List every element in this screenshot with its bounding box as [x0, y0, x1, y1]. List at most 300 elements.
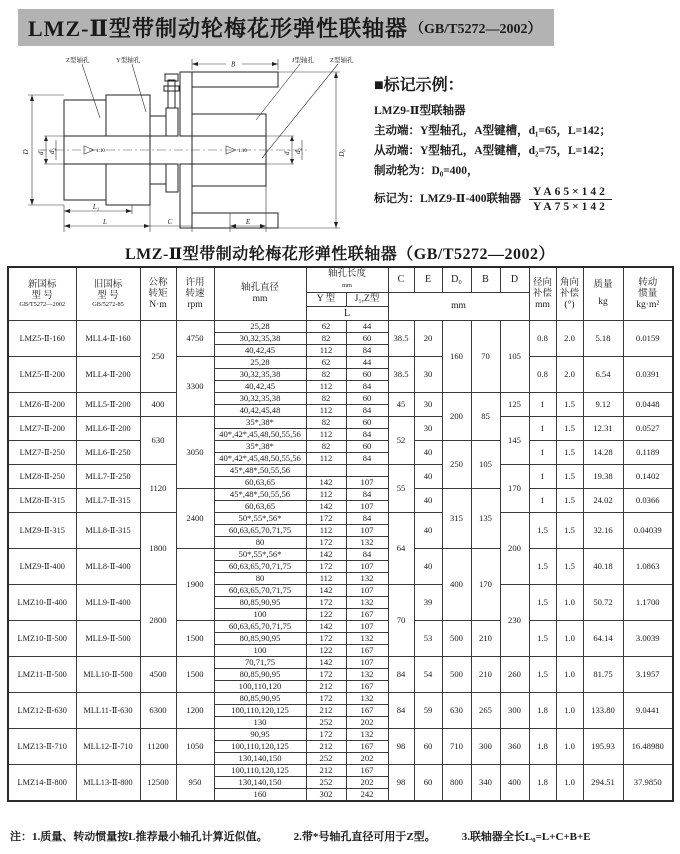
standard-number: （GB/T5272—2002） — [409, 21, 542, 37]
technical-drawing — [4, 54, 360, 236]
cell-bore: 30,32,35,38 — [214, 333, 306, 345]
cell-d: 360 — [500, 729, 529, 765]
table-row — [8, 585, 673, 597]
cell-leny: 112 — [306, 381, 346, 393]
cell-lenjz: 202 — [346, 753, 388, 765]
header-angular-comp: 角向 补偿 (°) — [556, 267, 583, 321]
cell-d0: 400 — [442, 549, 471, 621]
cell-mass: 50.72 — [583, 585, 623, 621]
cell-mass: 64.14 — [583, 621, 623, 657]
cell-bore: 50*,55*,56* — [214, 549, 306, 561]
cell-bore: 45*,48*,50,55,56 — [214, 489, 306, 501]
cell-angular: 1.0 — [556, 729, 583, 765]
cell-inertia: 16.48980 — [623, 729, 673, 765]
cell-mass: 81.75 — [583, 657, 623, 693]
dim-label-d1-right: d₁ — [283, 149, 291, 155]
cell-leny — [306, 465, 346, 477]
cell-inertia: 0.04039 — [623, 513, 673, 549]
marking-line: LMZ9-Ⅱ型联轴器 — [374, 105, 466, 117]
table-row — [8, 357, 673, 369]
cell-c: 38.5 — [388, 321, 414, 357]
cell-leny: 112 — [306, 405, 346, 417]
cell-new: LMZ8-Ⅱ-315 — [8, 489, 76, 513]
cell-inertia: 3.1957 — [623, 657, 673, 693]
marking-fraction — [529, 186, 612, 213]
header-mass: 质量 kg — [583, 267, 623, 321]
cell-bore: 40,42,45 — [214, 381, 306, 393]
cell-leny: 172 — [306, 729, 346, 741]
table-row — [8, 729, 673, 741]
cell-b: 340 — [471, 765, 500, 802]
leader-label-y-left: Y型轴孔 — [116, 57, 141, 64]
cell-e: 59 — [414, 693, 442, 729]
cell-lenjz: 167 — [346, 645, 388, 657]
cell-lenjz: 107 — [346, 621, 388, 633]
cell-bore: 60,63,65 — [214, 477, 306, 489]
cell-radial: 1.8 — [529, 729, 556, 765]
cell-rpm: 1500 — [176, 657, 214, 693]
cell-inertia: 0.0391 — [623, 357, 673, 393]
header-bore-diameter: 轴孔直径 mm — [214, 267, 306, 321]
cell-radial: 1 — [529, 441, 556, 465]
leader-label-j-right: J型轴孔 — [292, 57, 315, 64]
cell-new: LMZ14-Ⅱ-800 — [8, 765, 76, 802]
cell-b: 85 — [471, 393, 500, 441]
title-banner — [18, 9, 554, 46]
cell-leny: 142 — [306, 549, 346, 561]
cell-old: MLL10-Ⅱ-500 — [76, 657, 140, 693]
cell-angular: 1.5 — [556, 489, 583, 513]
cell-mass: 24.02 — [583, 489, 623, 513]
cell-leny: 142 — [306, 477, 346, 489]
cell-radial: 1.8 — [529, 693, 556, 729]
cell-c: 52 — [388, 417, 414, 465]
cell-lenjz: 132 — [346, 669, 388, 681]
cell-angular: 1.5 — [556, 417, 583, 441]
cell-rpm: 1050 — [176, 729, 214, 765]
cell-bore: 100 — [214, 609, 306, 621]
header-L: L — [306, 306, 388, 321]
cell-radial: 1.5 — [529, 585, 556, 621]
cell-angular: 2.0 — [556, 357, 583, 393]
cell-leny: 122 — [306, 609, 346, 621]
cell-mass: 14.28 — [583, 441, 623, 465]
cell-lenjz: 44 — [346, 357, 388, 369]
cell-radial: 1.5 — [529, 621, 556, 657]
cell-bore: 30,32,35,38 — [214, 393, 306, 405]
table-title: LMZ-Ⅱ型带制动轮梅花形弹性联轴器（GB/T5272—2002） — [125, 246, 555, 263]
header-D: D — [500, 267, 529, 292]
cell-bore: 130,140,150 — [214, 777, 306, 789]
cell-old: MLL11-Ⅱ-630 — [76, 693, 140, 729]
cell-b: 70 — [471, 321, 500, 393]
cell-b: 135 — [471, 489, 500, 549]
cell-lenjz: 60 — [346, 417, 388, 429]
cell-lenjz: 84 — [346, 453, 388, 465]
cell-c: 45 — [388, 393, 414, 417]
cell-lenjz: 132 — [346, 633, 388, 645]
cell-mass: 32.16 — [583, 513, 623, 549]
cell-bore: 30,32,35,38 — [214, 369, 306, 381]
cell-new: LMZ8-Ⅱ-250 — [8, 465, 76, 489]
cell-radial: 1.8 — [529, 765, 556, 802]
cell-d: 200 — [500, 513, 529, 585]
fraction-numerator: YA65×142 — [529, 186, 612, 200]
cell-lenjz: 167 — [346, 609, 388, 621]
cell-bore: 100,110,120 — [214, 681, 306, 693]
cell-e: 40 — [414, 465, 442, 489]
cell-lenjz: 44 — [346, 321, 388, 333]
dim-label-d1: d₁ — [37, 149, 45, 155]
cell-d0: 500 — [442, 621, 471, 657]
cell-lenjz: 60 — [346, 441, 388, 453]
cell-rpm: 3050 — [176, 417, 214, 489]
cell-torque: 630 — [140, 417, 176, 465]
cell-lenjz: 132 — [346, 573, 388, 585]
header-old-model: 旧国标 型 号 GB/5272-85 — [76, 267, 140, 321]
cell-angular: 1.0 — [556, 693, 583, 729]
dim-label-D0: D₀ — [338, 149, 346, 157]
cell-e: 40 — [414, 513, 442, 549]
cell-bore: 60,63,65,70,71,75 — [214, 585, 306, 597]
cell-old: MLL8-Ⅱ-400 — [76, 549, 140, 585]
cell-torque: 4500 — [140, 657, 176, 693]
header-D0: D₀ — [442, 267, 471, 292]
cell-b: 300 — [471, 729, 500, 765]
cell-d: 300 — [500, 693, 529, 729]
cell-leny: 172 — [306, 597, 346, 609]
cell-lenjz: 84 — [346, 513, 388, 525]
coupling-cross-section — [4, 54, 360, 236]
cell-leny: 212 — [306, 765, 346, 777]
table-row — [8, 441, 673, 453]
marking-example — [374, 72, 674, 213]
cell-old: MLL7-Ⅱ-315 — [76, 489, 140, 513]
cell-c: 98 — [388, 729, 414, 765]
cell-inertia: 9.0441 — [623, 693, 673, 729]
taper-label-left: 1:10 — [96, 149, 105, 154]
cell-lenjz: 60 — [346, 393, 388, 405]
cell-bore: 80 — [214, 573, 306, 585]
cell-mass: 195.93 — [583, 729, 623, 765]
cell-radial: 0.8 — [529, 321, 556, 357]
cell-bore: 45*,48*,50,55,56 — [214, 465, 306, 477]
cell-radial: 1.5 — [529, 549, 556, 585]
cell-d: 125 — [500, 393, 529, 417]
table-row — [8, 549, 673, 561]
cell-angular: 1.5 — [556, 465, 583, 489]
right-hub-upper — [192, 114, 266, 136]
left-hub-flange-upper — [106, 95, 150, 136]
cell-mass: 294.51 — [583, 765, 623, 802]
cell-leny: 112 — [306, 525, 346, 537]
table-row — [8, 657, 673, 669]
cell-d0: 800 — [442, 765, 471, 802]
bolt-shank — [168, 80, 175, 108]
cell-d0: 630 — [442, 693, 471, 729]
cell-bore: 80,85,90,95 — [214, 693, 306, 705]
note-prefix: 注： — [10, 831, 32, 843]
cell-lenjz: 107 — [346, 585, 388, 597]
header-C: C — [388, 267, 414, 292]
cell-angular: 2.0 — [556, 321, 583, 357]
header-rpm: 许用 转速 rpm — [176, 267, 214, 321]
cell-radial: 1 — [529, 417, 556, 441]
cell-bore: 50*,55*,56* — [214, 513, 306, 525]
cell-b: 265 — [471, 693, 500, 729]
table-row — [8, 417, 673, 429]
cell-bore: 80 — [214, 537, 306, 549]
cell-new: LMZ9-Ⅱ-315 — [8, 513, 76, 549]
cell-new: LMZ6-Ⅱ-200 — [8, 393, 76, 417]
cell-e: 20 — [414, 321, 442, 357]
cell-bore: 80,85,90,95 — [214, 669, 306, 681]
table-row — [8, 321, 673, 333]
dim-label-d2: d₂ — [48, 148, 56, 154]
marking-example-heading: ■标记示例： — [374, 77, 464, 94]
cell-rpm: 1500 — [176, 621, 214, 657]
cell-angular: 1.0 — [556, 585, 583, 621]
cell-lenjz: 132 — [346, 729, 388, 741]
cell-lenjz: 167 — [346, 741, 388, 753]
marking-designation: 标记为：LMZ9-Ⅱ-400联轴器 — [374, 192, 522, 205]
cell-leny: 112 — [306, 453, 346, 465]
cell-new: LMZ7-Ⅱ-200 — [8, 417, 76, 441]
cell-e: 30 — [414, 417, 442, 441]
cell-c: 84 — [388, 693, 414, 729]
cell-leny: 172 — [306, 537, 346, 549]
header-torque: 公称 转矩 N·m — [140, 267, 176, 321]
dim-label-B: B — [231, 60, 236, 69]
cell-d0: 160 — [442, 321, 471, 393]
table-row — [8, 513, 673, 525]
cell-lenjz: 167 — [346, 765, 388, 777]
header-radial-comp: 径向 补偿 mm — [529, 267, 556, 321]
cell-bore: 60,63,65 — [214, 501, 306, 513]
cell-inertia: 1.1700 — [623, 585, 673, 621]
cell-lenjz: 107 — [346, 561, 388, 573]
cell-old: MLL12-Ⅱ-710 — [76, 729, 140, 765]
cell-inertia: 0.0527 — [623, 417, 673, 441]
spec-table — [7, 266, 674, 802]
brake-web-lower — [180, 164, 192, 228]
cell-lenjz: 132 — [346, 537, 388, 549]
cell-lenjz: 167 — [346, 681, 388, 693]
cell-angular: 1.0 — [556, 621, 583, 657]
marking-line: 主动端：Y型轴孔，A型键槽，d₁=65，L=142； — [374, 125, 611, 138]
cell-angular: 1.5 — [556, 441, 583, 465]
marking-line: 制动轮为：D₀=400， — [374, 165, 479, 178]
fraction-denominator: YA75×142 — [533, 200, 608, 213]
cell-lenjz: 132 — [346, 597, 388, 609]
cell-leny: 112 — [306, 429, 346, 441]
cell-angular: 1.0 — [556, 765, 583, 802]
note-2: 2.带*号轴孔直径可用于Z型。 — [293, 831, 436, 843]
cell-leny: 62 — [306, 321, 346, 333]
table-row — [8, 465, 673, 477]
cell-inertia: 1.0863 — [623, 549, 673, 585]
cell-old: MLL7-Ⅱ-250 — [76, 465, 140, 489]
cell-rpm: 1200 — [176, 693, 214, 729]
cell-radial: 1 — [529, 393, 556, 417]
cell-b: 170 — [471, 549, 500, 621]
header-y-type: Y 型 — [306, 292, 346, 306]
footnotes — [10, 828, 678, 844]
cell-mass: 5.18 — [583, 321, 623, 357]
cell-inertia: 0.0366 — [623, 489, 673, 513]
cell-bore: 90,95 — [214, 729, 306, 741]
cell-mass: 6.54 — [583, 357, 623, 393]
header-B: B — [471, 267, 500, 292]
table-row — [8, 489, 673, 501]
cell-bore: 100,110,120,125 — [214, 765, 306, 777]
header-mm-unit: mm — [388, 292, 529, 320]
cell-bore: 80,85,90,95 — [214, 633, 306, 645]
cell-leny: 252 — [306, 717, 346, 729]
leader-label-z-left: Z型轴孔 — [66, 57, 90, 64]
cell-new: LMZ10-Ⅱ-400 — [8, 585, 76, 621]
cell-radial: 1 — [529, 465, 556, 489]
note-1: 1.质量、转动惯量按L推荐最小轴孔计算近似值。 — [32, 831, 268, 843]
cell-inertia: 0.1189 — [623, 441, 673, 465]
cell-rpm: 950 — [176, 765, 214, 802]
cell-leny: 62 — [306, 357, 346, 369]
cell-d0: 200 — [442, 393, 471, 441]
cell-torque: 2800 — [140, 585, 176, 657]
cell-e: 60 — [414, 765, 442, 802]
cell-old: MLL9-Ⅱ-500 — [76, 621, 140, 657]
cell-bore: 60,63,65,70,71,75 — [214, 621, 306, 633]
cell-e: 40 — [414, 441, 442, 465]
cell-b: 105 — [471, 441, 500, 489]
cell-inertia: 0.0448 — [623, 393, 673, 417]
cell-lenjz: 202 — [346, 717, 388, 729]
cell-torque: 6300 — [140, 693, 176, 729]
cell-radial: 1 — [529, 489, 556, 513]
cell-leny: 142 — [306, 621, 346, 633]
cell-d: 105 — [500, 321, 529, 393]
dim-label-E: E — [245, 218, 251, 226]
cell-c: 55 — [388, 465, 414, 513]
sleeve-upper — [150, 116, 166, 136]
cell-lenjz: 60 — [346, 333, 388, 345]
cell-inertia: 0.0159 — [623, 321, 673, 357]
cell-d0: 710 — [442, 729, 471, 765]
cell-bore: 35*,38* — [214, 441, 306, 453]
note-3: 3.联轴器全长L₀=L+C+B+E — [461, 831, 591, 843]
cell-e: 40 — [414, 489, 442, 513]
cell-bore: 25,28 — [214, 357, 306, 369]
dim-label-d2-right: d₂ — [294, 148, 302, 154]
page-title: LMZ-Ⅱ型带制动轮梅花形弹性联轴器 — [28, 16, 408, 41]
cell-leny: 82 — [306, 333, 346, 345]
cell-new: LMZ9-Ⅱ-400 — [8, 549, 76, 585]
cell-new: LMZ12-Ⅱ-630 — [8, 693, 76, 729]
cell-leny: 112 — [306, 573, 346, 585]
cell-leny: 172 — [306, 669, 346, 681]
cell-e: 60 — [414, 729, 442, 765]
left-hub-lower — [64, 164, 106, 200]
cell-d0: 250 — [442, 441, 471, 489]
dim-label-C: C — [167, 218, 173, 226]
cell-lenjz: 107 — [346, 501, 388, 513]
cell-lenjz: 84 — [346, 489, 388, 501]
cell-b: 210 — [471, 621, 500, 657]
cell-bore: 40*,42*,45,48,50,55,56 — [214, 429, 306, 441]
header-inertia: 转动 惯量 kg·m² — [623, 267, 673, 321]
cell-bore: 40,42,45,48 — [214, 405, 306, 417]
cell-d: 145 — [500, 417, 529, 465]
cell-inertia: 0.1402 — [623, 465, 673, 489]
cell-bore: 40,42,45 — [214, 345, 306, 357]
cell-inertia: 3.0039 — [623, 621, 673, 657]
cell-torque: 11200 — [140, 729, 176, 765]
cell-d0: 315 — [442, 489, 471, 549]
cell-d: 260 — [500, 657, 529, 693]
cell-leny: 172 — [306, 633, 346, 645]
cell-angular: 1.5 — [556, 393, 583, 417]
cell-lenjz — [346, 465, 388, 477]
cell-mass: 9.12 — [583, 393, 623, 417]
cell-lenjz: 84 — [346, 405, 388, 417]
cell-new: LMZ13-Ⅱ-710 — [8, 729, 76, 765]
cell-old: MLL8-Ⅱ-315 — [76, 513, 140, 549]
table-row — [8, 621, 673, 633]
cell-bore: 100 — [214, 645, 306, 657]
table-row — [8, 393, 673, 405]
cell-lenjz: 132 — [346, 693, 388, 705]
header-new-model: 新国标 型 号 GB/T5272—2002 — [8, 267, 76, 321]
cell-bore: 130,140,150 — [214, 753, 306, 765]
spec-table-header — [8, 267, 673, 321]
cell-c: 64 — [388, 513, 414, 585]
cell-bore: 80,85,90,95 — [214, 597, 306, 609]
cell-e: 30 — [414, 357, 442, 393]
cell-bore: 35*,38* — [214, 417, 306, 429]
cell-new: LMZ5-Ⅱ-200 — [8, 357, 76, 393]
cell-d: 400 — [500, 765, 529, 802]
cell-e: 30 — [414, 393, 442, 417]
cell-mass: 40.18 — [583, 549, 623, 585]
header-bore-length: 轴孔长度 mm — [306, 267, 388, 292]
cell-bore: 130 — [214, 717, 306, 729]
cell-d: 170 — [500, 465, 529, 513]
cell-old: MLL9-Ⅱ-400 — [76, 585, 140, 621]
cell-mass: 133.80 — [583, 693, 623, 729]
table-row — [8, 693, 673, 705]
cell-old: MLL4-Ⅱ-160 — [76, 321, 140, 357]
cell-lenjz: 107 — [346, 525, 388, 537]
cell-rpm: 1900 — [176, 549, 214, 621]
cell-c: 98 — [388, 765, 414, 802]
flange-upper — [166, 108, 178, 136]
cell-c: 38.5 — [388, 357, 414, 393]
cell-rpm: 4750 — [176, 321, 214, 357]
cell-leny: 82 — [306, 393, 346, 405]
cell-e: 53 — [414, 621, 442, 657]
cell-angular: 1.5 — [556, 549, 583, 585]
cell-leny: 212 — [306, 705, 346, 717]
cell-lenjz: 242 — [346, 789, 388, 802]
cell-leny: 212 — [306, 741, 346, 753]
cell-lenjz: 84 — [346, 429, 388, 441]
cell-torque: 1800 — [140, 513, 176, 585]
cell-radial: 1.5 — [529, 513, 556, 549]
dim-label-L1: L₁ — [92, 203, 100, 211]
table-row — [8, 765, 673, 777]
cell-e: 54 — [414, 657, 442, 693]
cell-leny: 82 — [306, 441, 346, 453]
